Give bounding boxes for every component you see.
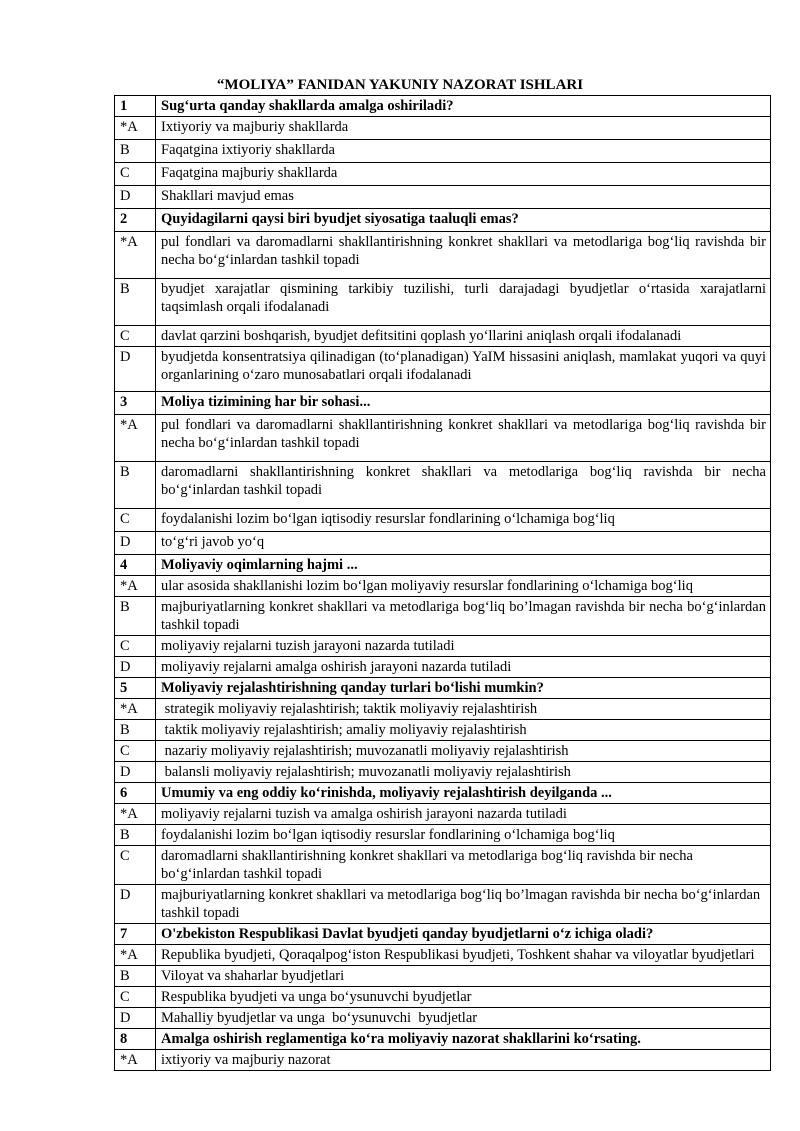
option-row — [115, 699, 771, 720]
question-row — [115, 1029, 771, 1050]
option-text: davlat qarzini boshqarish, byudjet defitsitini qoplash yo‘llarini aniqlash orqali ifodalanadi — [156, 326, 771, 347]
option-row — [115, 1008, 771, 1029]
option-text: majburiyatlarning konkret shakllari va metodlariga bog‘liq bo’lmagan ravishda bir necha bo‘g‘inlardan tashkil topadi — [156, 885, 771, 924]
question-text: Amalga oshirish reglamentiga ko‘ra moliyaviy nazorat shakllarini ko‘rsating. — [156, 1029, 771, 1050]
option-key: D — [115, 657, 156, 678]
option-row — [115, 163, 771, 186]
option-row — [115, 532, 771, 555]
option-text: moliyaviy rejalarni tuzish va amalga oshirish jarayoni nazarda tutiladi — [156, 804, 771, 825]
option-row — [115, 720, 771, 741]
option-key: D — [115, 762, 156, 783]
option-row — [115, 232, 771, 279]
option-text: Shakllari mavjud emas — [156, 186, 771, 209]
option-key: *A — [115, 117, 156, 140]
option-text: ixtiyoriy va majburiy nazorat — [156, 1050, 771, 1071]
option-row — [115, 885, 771, 924]
option-text: Republika byudjeti, Qoraqalpog‘iston Respublikasi byudjeti, Toshkent shahar va viloyatlar byudjetlari — [156, 945, 771, 966]
option-row — [115, 117, 771, 140]
option-key: B — [115, 825, 156, 846]
question-number: 3 — [115, 392, 156, 415]
option-row — [115, 1050, 771, 1071]
option-text: moliyaviy rejalarni tuzish jarayoni nazarda tutiladi — [156, 636, 771, 657]
option-key: *A — [115, 415, 156, 462]
question-row — [115, 924, 771, 945]
option-text: to‘g‘ri javob yo‘q — [156, 532, 771, 555]
option-key: C — [115, 741, 156, 762]
option-text: Mahalliy byudjetlar va unga bo‘ysunuvchi byudjetlar — [156, 1008, 771, 1029]
option-key: B — [115, 966, 156, 987]
question-row — [115, 392, 771, 415]
option-key: *A — [115, 232, 156, 279]
option-row — [115, 966, 771, 987]
option-row — [115, 846, 771, 885]
option-text: Ixtiyoriy va majburiy shakllarda — [156, 117, 771, 140]
option-text: foydalanishi lozim bo‘lgan iqtisodiy resurslar fondlarining o‘lchamiga bog‘liq — [156, 825, 771, 846]
option-row — [115, 987, 771, 1008]
option-row — [115, 945, 771, 966]
question-text: Umumiy va eng oddiy ko‘rinishda, moliyaviy rejalashtirish deyilganda ... — [156, 783, 771, 804]
option-row — [115, 415, 771, 462]
option-text: daromadlarni shakllantirishning konkret shakllari va metodlariga bog‘liq ravishda bir necha bo‘g‘inlardan tashkil topadi — [156, 462, 771, 509]
option-key: *A — [115, 945, 156, 966]
option-key: D — [115, 532, 156, 555]
option-row — [115, 741, 771, 762]
option-text: Faqatgina majburiy shakllarda — [156, 163, 771, 186]
option-row — [115, 762, 771, 783]
question-text: Moliya tizimining har bir sohasi... — [156, 392, 771, 415]
option-row — [115, 462, 771, 509]
option-key: D — [115, 347, 156, 392]
question-row — [115, 783, 771, 804]
option-text: pul fondlari va daromadlarni shakllantirishning konkret shakllari va metodlariga bog‘liq ravishda bir necha bo‘g‘inlardan tashkil topadi — [156, 232, 771, 279]
quiz-table — [114, 95, 771, 1071]
option-row — [115, 279, 771, 326]
question-number: 2 — [115, 209, 156, 232]
option-key: B — [115, 140, 156, 163]
option-text: foydalanishi lozim bo‘lgan iqtisodiy resurslar fondlarining o‘lchamiga bog‘liq — [156, 509, 771, 532]
option-row — [115, 347, 771, 392]
option-row — [115, 140, 771, 163]
question-number: 6 — [115, 783, 156, 804]
option-key: D — [115, 885, 156, 924]
option-key: C — [115, 326, 156, 347]
option-row — [115, 597, 771, 636]
option-key: D — [115, 186, 156, 209]
option-key: C — [115, 509, 156, 532]
option-key: *A — [115, 699, 156, 720]
question-text: O'zbekiston Respublikasi Davlat byudjeti qanday byudjetlarni o‘z ichiga oladi? — [156, 924, 771, 945]
option-key: B — [115, 597, 156, 636]
option-key: C — [115, 636, 156, 657]
question-text: Sug‘urta qanday shakllarda amalga oshiriladi? — [156, 96, 771, 117]
option-text: byudjetda konsentratsiya qilinadigan (to‘planadigan) YaIM hissasini aniqlash, mamlakat yuqori va quyi organlarining o‘zaro munosabatlari orqali ifodalanadi — [156, 347, 771, 392]
question-text: Moliyaviy oqimlarning hajmi ... — [156, 555, 771, 576]
question-number: 5 — [115, 678, 156, 699]
option-text: daromadlarni shakllantirishning konkret shakllari va metodlariga bog‘liq ravishda bir necha bo‘g‘inlardan tashkil topadi — [156, 846, 771, 885]
option-key: *A — [115, 804, 156, 825]
option-key: C — [115, 846, 156, 885]
question-row — [115, 209, 771, 232]
option-text: Faqatgina ixtiyoriy shakllarda — [156, 140, 771, 163]
question-text: Quyidagilarni qaysi biri byudjet siyosatiga taaluqli emas? — [156, 209, 771, 232]
option-key: B — [115, 720, 156, 741]
question-number: 8 — [115, 1029, 156, 1050]
option-text: moliyaviy rejalarni amalga oshirish jarayoni nazarda tutiladi — [156, 657, 771, 678]
option-row — [115, 825, 771, 846]
question-row — [115, 555, 771, 576]
option-key: *A — [115, 576, 156, 597]
option-key: C — [115, 987, 156, 1008]
option-key: B — [115, 279, 156, 326]
option-text: nazariy moliyaviy rejalashtirish; muvozanatli moliyaviy rejalashtirish — [156, 741, 771, 762]
option-row — [115, 576, 771, 597]
option-key: D — [115, 1008, 156, 1029]
option-row — [115, 509, 771, 532]
option-key: *A — [115, 1050, 156, 1071]
option-row — [115, 186, 771, 209]
question-row — [115, 96, 771, 117]
option-text: taktik moliyaviy rejalashtirish; amaliy moliyaviy rejalashtirish — [156, 720, 771, 741]
question-number: 4 — [115, 555, 156, 576]
question-number: 7 — [115, 924, 156, 945]
question-text: Moliyaviy rejalashtirishning qanday turlari bo‘lishi mumkin? — [156, 678, 771, 699]
option-text: ular asosida shakllanishi lozim bo‘lgan moliyaviy resurslar fondlarining o‘lchamiga bog‘liq — [156, 576, 771, 597]
option-key: B — [115, 462, 156, 509]
option-text: Respublika byudjeti va unga bo‘ysunuvchi byudjetlar — [156, 987, 771, 1008]
option-row — [115, 326, 771, 347]
page-title: “MOLIYA” FANIDAN YAKUNIY NAZORAT ISHLARI — [216, 77, 584, 93]
option-text: byudjet xarajatlar qismining tarkibiy tuzilishi, turli darajadagi byudjetlar o‘rtasida xarajatlarni taqsimlash orqali ifodalanadi — [156, 279, 771, 326]
option-row — [115, 636, 771, 657]
option-text: strategik moliyaviy rejalashtirish; taktik moliyaviy rejalashtirish — [156, 699, 771, 720]
option-text: pul fondlari va daromadlarni shakllantirishning konkret shakllari va metodlariga bog‘liq ravishda bir necha bo‘g‘inlardan tashkil topadi — [156, 415, 771, 462]
option-text: balansli moliyaviy rejalashtirish; muvozanatli moliyaviy rejalashtirish — [156, 762, 771, 783]
option-row — [115, 804, 771, 825]
question-row — [115, 678, 771, 699]
option-text: majburiyatlarning konkret shakllari va metodlariga bog‘liq bo’lmagan ravishda bir necha bo‘g‘inlardan tashkil topadi — [156, 597, 771, 636]
option-text: Viloyat va shaharlar byudjetlari — [156, 966, 771, 987]
question-number: 1 — [115, 96, 156, 117]
option-row — [115, 657, 771, 678]
option-key: C — [115, 163, 156, 186]
